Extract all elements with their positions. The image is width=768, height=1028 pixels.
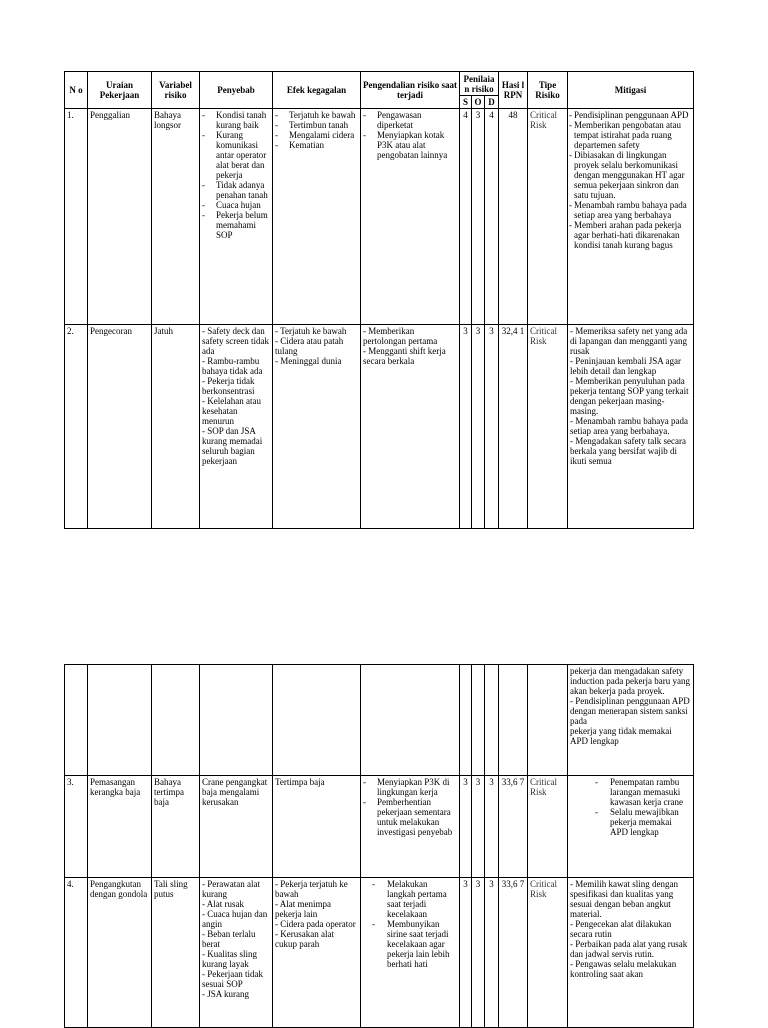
cell-no: 4. — [65, 878, 88, 1028]
list-item: - Kondisi tanah kurang baik — [202, 110, 270, 130]
cell-variabel: Bahaya tertimpa baja — [152, 776, 200, 878]
cell-efek: Tertimpa baja — [273, 776, 361, 878]
list-item: - Pengawasan diperketat — [363, 110, 457, 130]
header-efek: Efek kegagalan — [273, 72, 361, 109]
cell-s: 3 — [460, 325, 472, 529]
cell-tipe — [528, 665, 568, 776]
cell-efek — [273, 109, 361, 325]
cell-tipe: Critical Risk — [528, 109, 568, 325]
list-item: - Pendisiplinan penggunaan APD — [570, 110, 691, 120]
cell-no: 1. — [65, 109, 88, 325]
header-d: D — [485, 96, 499, 109]
cell-efek: - Pekerja terjatuh ke bawah - Alat menimpa pekerja lain - Cidera pada operator - Kerusakan alat cukup parah — [273, 878, 361, 1028]
cell-tipe: Critical Risk — [528, 325, 568, 529]
cell-rpn: 32,4 1 — [499, 325, 528, 529]
cell-d: 3 — [485, 325, 499, 529]
list-item: - Melakukan langkah pertama saat terjadi kecelakaan — [363, 879, 457, 919]
cell-uraian: Penggalian — [88, 109, 152, 325]
cell-uraian: Pengecoran — [88, 325, 152, 529]
header-no: N o — [65, 72, 88, 109]
table-row — [65, 776, 694, 878]
cell-d — [485, 665, 499, 776]
header-penyebab: Penyebab — [200, 72, 273, 109]
cell-efek: - Terjatuh ke bawah - Cidera atau patah tulang - Meninggal dunia — [273, 325, 361, 529]
cell-d: 4 — [485, 109, 499, 325]
cell-mitigasi: - Memilih kawat sling dengan spesifikasi dan kualitas yang sesuai dengan beban angkut material. - Pengecekan alat dilakukan secara rutin - Perbaikan pada alat yang rusak dan jadwal servis rutin. - Pengawas selalu melakukan kontroling saat akan — [568, 878, 694, 1028]
cell-rpn: 48 — [499, 109, 528, 325]
cell-mitigasi: - Memeriksa safety net yang ada di lapangan dan mengganti yang rusak - Peninjauan kembali JSA agar lebih detail dan lengkap - Memberikan penyuluhan pada pekerja tentang SOP yang terkait dengan pekerjaan masing-masing. - Menambah rambu bahaya pada setiap area yang berbahaya. - Mengadakan safety talk secara berkala yang bersifat wajib di ikuti semua — [568, 325, 694, 529]
header-tipe: Tipe Risiko — [528, 72, 568, 109]
cell-pengendalian: - Memberikan pertolongan pertama - Mengganti shift kerja secara berkala — [361, 325, 460, 529]
cell-o: 3 — [472, 776, 485, 878]
cell-s: 3 — [460, 776, 472, 878]
list-item: - Menyiapkan kotak P3K atau alat pengobatan lainnya — [363, 130, 457, 160]
list-item: - Menyiapkan P3K di lingkungan kerja — [363, 777, 457, 797]
cell-pengendalian — [361, 665, 460, 776]
table-row — [65, 665, 694, 776]
cell-rpn — [499, 665, 528, 776]
list-item: - Pemberhentian pekerjaan sementara untuk melakukan investigasi penyebab — [363, 797, 457, 837]
list-item: - Dibiasakan di lingkungan proyek selalu berkomunikasi dengan menggunakan HT agar semua pekerjaan sinkron dan satu tujuan. — [570, 150, 691, 200]
cell-uraian: Pemasangan kerangka baja — [88, 776, 152, 878]
cell-tipe: Critical Risk — [528, 878, 568, 1028]
cell-s — [460, 665, 472, 776]
cell-pengendalian — [361, 776, 460, 878]
list-item: - Membunyikan sirine saat terjadi kecelakaan agar pekerja lain lebih berhati hati — [363, 919, 457, 969]
cell-uraian — [88, 665, 152, 776]
cell-pengendalian — [361, 878, 460, 1028]
cell-s: 4 — [460, 109, 472, 325]
cell-no — [65, 665, 88, 776]
cell-penyebab — [200, 109, 273, 325]
header-s: S — [460, 96, 472, 109]
header-penilaian: Penilaian risiko — [460, 72, 499, 96]
cell-pengendalian — [361, 109, 460, 325]
cell-no: 3. — [65, 776, 88, 878]
list-item: - Cuaca hujan — [202, 200, 270, 210]
cell-efek — [273, 665, 361, 776]
table-row — [65, 109, 694, 325]
cell-rpn: 33,6 7 — [499, 776, 528, 878]
cell-penyebab: - Perawatan alat kurang - Alat rusak - Cuaca hujan dan angin - Beban terlalu berat - Kualitas sling kurang layak - Pekerjaan tidak sesuai SOP - JSA kurang — [200, 878, 273, 1028]
header-o: O — [472, 96, 485, 109]
risk-table-page-2 — [64, 664, 694, 1028]
list-item: - Selalu mewajibkan pekerja memakai APD lengkap — [586, 807, 691, 837]
cell-o: 3 — [472, 878, 485, 1028]
cell-variabel — [152, 665, 200, 776]
list-item: - Pekerja belum memahami SOP — [202, 210, 270, 240]
cell-penyebab: Crane pengangkat baja mengalami kerusakan — [200, 776, 273, 878]
cell-uraian: Pengangkutan dengan gondola — [88, 878, 152, 1028]
header-mitigasi: Mitigasi — [568, 72, 694, 109]
header-variabel: Variabel risiko — [152, 72, 200, 109]
cell-mitigasi — [568, 776, 694, 878]
cell-mitigasi — [568, 109, 694, 325]
cell-variabel: Tali sling putus — [152, 878, 200, 1028]
list-item: - Kurang komunikasi antar operator alat berat dan pekerja — [202, 130, 270, 180]
cell-d: 3 — [485, 878, 499, 1028]
cell-d: 3 — [485, 776, 499, 878]
table-row — [65, 325, 694, 529]
cell-o: 3 — [472, 109, 485, 325]
cell-tipe: Critical Risk — [528, 776, 568, 878]
cell-penyebab — [200, 665, 273, 776]
cell-mitigasi: pekerja dan mengadakan safety induction pada pekerja baru yang akan bekerja pada proyek. - Pendisiplinan penggunaan APD dengan menerapan sistem sanksi pada pekerja yang tidak memakai APD lengkap — [568, 665, 694, 776]
list-item: - Penempatan rambu larangan memasuki kawasan kerja crane — [586, 777, 691, 807]
header-uraian: Uraian Pekerjaan — [88, 72, 152, 109]
list-item: - Terjatuh ke bawah — [275, 110, 358, 120]
risk-table-page-1 — [64, 71, 694, 529]
cell-s: 3 — [460, 878, 472, 1028]
list-item: - Tidak adanya penahan tanah — [202, 180, 270, 200]
cell-no: 2. — [65, 325, 88, 529]
cell-o: 3 — [472, 325, 485, 529]
table-row — [65, 878, 694, 1028]
cell-rpn: 33,6 7 — [499, 878, 528, 1028]
cell-o — [472, 665, 485, 776]
header-pengendalian: Pengendalian risiko saat terjadi — [361, 72, 460, 109]
cell-variabel: Bahaya longsor — [152, 109, 200, 325]
cell-variabel: Jatuh — [152, 325, 200, 529]
list-item: - Memberi arahan pada pekerja agar berhati-hati dikarenakan kondisi tanah kurang bagus — [570, 220, 691, 250]
list-item: - Kematian — [275, 140, 358, 150]
list-item: - Mengalami cidera — [275, 130, 358, 140]
header-hasil-rpn: Hasi l RPN — [499, 72, 528, 109]
list-item: - Memberikan pengobatan atau tempat istirahat pada ruang departemen safety — [570, 120, 691, 150]
list-item: - Menambah rambu bahaya pada setiap area yang berbahaya — [570, 200, 691, 220]
list-item: - Tertimbun tanah — [275, 120, 358, 130]
cell-penyebab: - Safety deck dan safety screen tidak ada - Rambu-rambu bahaya tidak ada - Pekerja tidak berkonsentrasi - Kelelahan atau kesehatan menurun - SOP dan JSA kurang memadai seluruh bagian pekerjaan — [200, 325, 273, 529]
